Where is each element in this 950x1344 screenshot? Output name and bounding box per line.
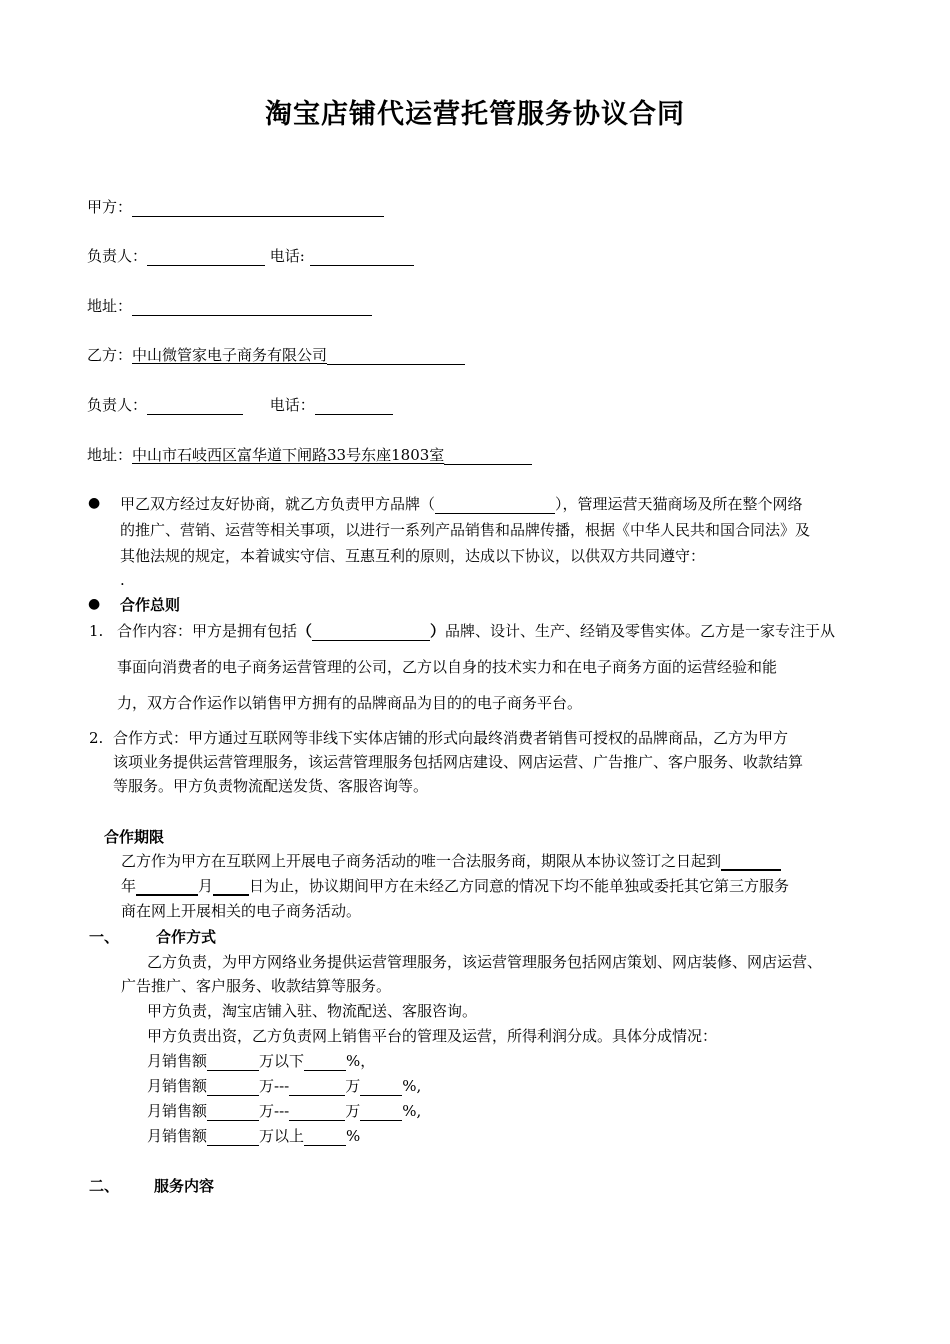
share-4-amount-blank[interactable] [207,1129,259,1146]
general-item2-line1: 合作方式：甲方通过互联网等非线下实体店铺的形式向最终消费者销售可授权的品牌商品，乙方为甲方 [113,729,789,747]
party-a-row [87,198,384,217]
party-b-name: 中山微管家电子商务有限公司 [132,346,328,364]
share-row-1: 月销售额 万以下 %， [147,1052,376,1070]
party-a-address-blank[interactable] [132,299,372,316]
share-3-pct-blank[interactable] [360,1104,402,1121]
term-heading: 合作期限 [104,828,165,846]
section2-heading: 服务内容 [154,1177,215,1195]
share-2-from-blank[interactable] [207,1079,259,1096]
party-a-contact-row [87,247,414,266]
party-a-contact-label: 负责人： [87,247,148,265]
general-item1-line2: 事面向消费者的电子商务运营管理的公司，乙方以自身的技术实力和在电子商务方面的运营经验和能 [117,658,778,676]
party-b-label: 乙方： [87,346,133,364]
item1-brand-blank[interactable] [312,626,430,641]
general-item2-num: 2. [89,729,104,747]
intro-line-4: . [120,571,125,589]
party-b-contact-label: 负责人： [87,396,148,414]
term-year-blank[interactable] [136,878,198,896]
term-end-blank[interactable] [721,853,781,871]
intro-line-1: 甲乙双方经过友好协商，就乙方负责甲方品牌（ ），管理运营天猫商场及所在整个网络 [120,495,803,513]
section1-num: 一、 [89,928,120,946]
party-a-contact-blank[interactable] [147,249,265,266]
section1-p1-line2: 广告推广、客户服务、收款结算等服务。 [121,977,392,995]
general-item2-line3: 等服务。甲方负责物流配送发货、客服咨询等。 [113,777,429,795]
general-item1-num: 1. [89,622,104,640]
share-2-to-blank[interactable] [289,1079,345,1096]
party-a-phone-blank[interactable] [310,249,414,266]
term-line-1: 乙方作为甲方在互联网上开展电子商务活动的唯一合法服务商，期限从本协议签订之日起到 [121,852,781,871]
bullet-icon: ● [88,495,101,511]
share-row-4: 月销售额 万以上 % [147,1127,361,1145]
section1-p1-line1: 乙方负责，为甲方网络业务提供运营管理服务，该运营管理服务包括网店策划、网店装修、网店运营、 [147,953,823,971]
general-item1-line1: 合作内容：甲方是拥有包括（ ）品牌、设计、生产、经销及零售实体。乙方是一家专注于从 [117,622,836,640]
party-b-row [87,346,465,365]
general-heading: 合作总则 [120,596,181,614]
party-b-contact-row [87,396,393,415]
share-3-from-blank[interactable] [207,1104,259,1121]
share-4-pct-blank[interactable] [304,1129,346,1146]
share-3-to-blank[interactable] [289,1104,345,1121]
section1-heading: 合作方式 [156,928,217,946]
section2-num: 二、 [89,1177,120,1195]
party-b-address: 中山市石岐西区富华道下闸路33号东座1803室 [132,446,445,464]
share-row-2: 月销售额 万--- 万 %, [147,1077,422,1095]
party-b-address-row [87,446,532,465]
party-b-contact-blank[interactable] [147,398,243,415]
party-b-phone-blank[interactable] [315,398,393,415]
general-item2-line2: 该项业务提供运营管理服务，该运营管理服务包括网店建设、网店运营、广告推广、客户服务、收款结算 [113,753,804,771]
party-a-phone-label: 电话: [269,247,305,265]
party-a-label: 甲方： [87,198,133,216]
party-a-address-label: 地址： [87,297,133,315]
term-month-blank[interactable] [213,878,249,896]
party-b-address-label: 地址： [87,446,133,464]
term-line-3: 商在网上开展相关的电子商务活动。 [121,902,362,920]
share-1-amount-blank[interactable] [207,1054,259,1071]
bullet-icon: ● [88,596,101,612]
share-2-pct-blank[interactable] [360,1079,402,1096]
party-a-address-row [87,297,372,316]
party-a-blank[interactable] [132,200,384,217]
page-title: 淘宝店铺代运营托管服务协议合同 [265,99,685,130]
section1-p2: 甲方负责，淘宝店铺入驻、物流配送、客服咨询。 [147,1002,478,1020]
brand-blank[interactable] [435,499,555,514]
party-b-name-blank[interactable] [327,348,465,365]
intro-line-3: 其他法规的规定，本着诚实守信、互惠互利的原则，达成以下协议，以供双方共同遵守： [120,547,706,565]
party-b-address-blank[interactable] [444,448,532,465]
party-b-phone-label: 电话： [269,396,315,414]
intro-line-2: 的推广、营销、运营等相关事项，以进行一系列产品销售和品牌传播，根据《中华人民共和国合同法》及 [120,521,811,539]
section1-p3: 甲方负责出资，乙方负责网上销售平台的管理及运营，所得利润分成。具体分成情况： [147,1027,718,1045]
general-item1-line3: 力，双方合作运作以销售甲方拥有的品牌商品为目的的电子商务平台。 [117,694,583,712]
term-line-2: 年 月 日为止，协议期间甲方在未经乙方同意的情况下均不能单独或委托其它第三方服务 [121,877,790,895]
share-1-pct-blank[interactable] [304,1054,346,1071]
share-row-3: 月销售额 万--- 万 %, [147,1102,422,1120]
